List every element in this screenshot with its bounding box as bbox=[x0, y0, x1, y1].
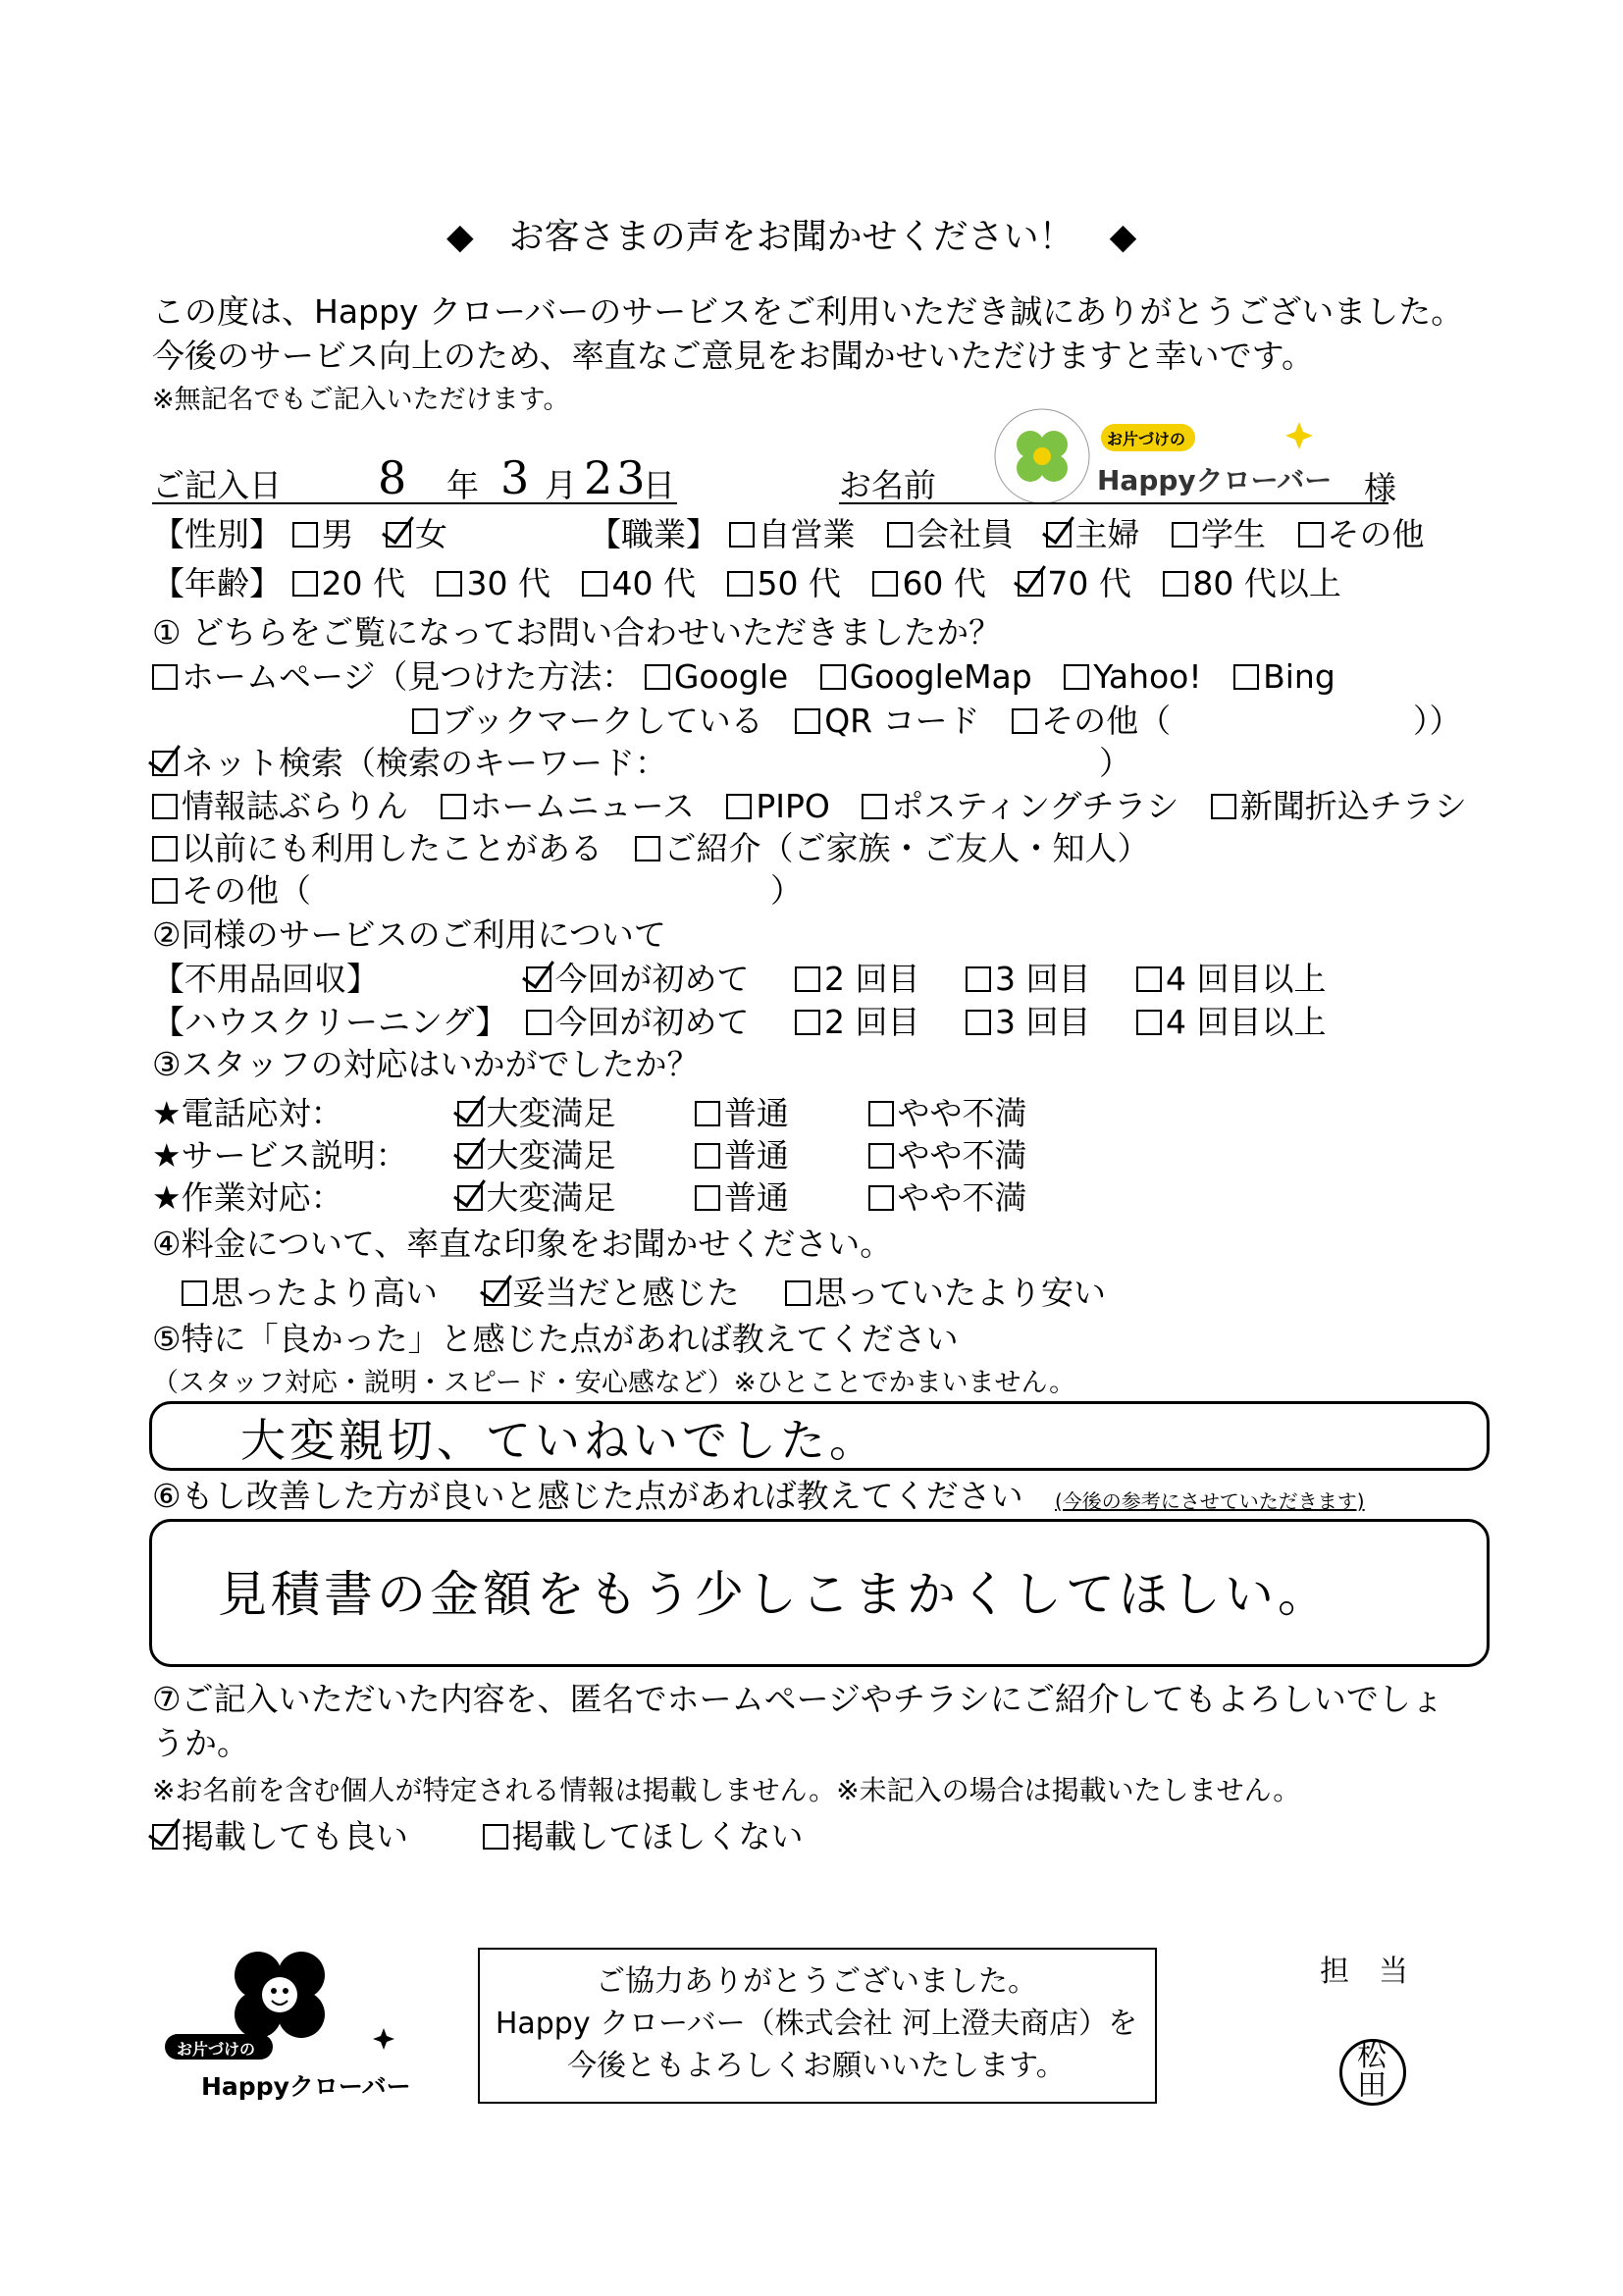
option-label: 思っていたより安い bbox=[814, 1274, 1106, 1312]
checkbox-icon[interactable] bbox=[966, 966, 991, 992]
checkbox-icon[interactable] bbox=[635, 836, 660, 861]
checkbox-icon[interactable] bbox=[292, 571, 318, 597]
q3-row-label: ★サービス説明： bbox=[152, 1136, 408, 1174]
q3-row-label: ★電話応対： bbox=[152, 1094, 343, 1132]
q3-phone-dissatisfied[interactable] bbox=[868, 1094, 1027, 1133]
q1-net-search-row bbox=[152, 744, 667, 783]
net-search-label: ネット検索（検索のキーワード： bbox=[182, 744, 667, 782]
checkbox-icon[interactable] bbox=[862, 794, 887, 819]
q2-row-label: 【不用品回収】 bbox=[152, 960, 379, 998]
month-unit: 月 bbox=[545, 466, 577, 504]
checkbox-icon[interactable] bbox=[695, 1185, 720, 1211]
option-label: 掲載してほしくない bbox=[511, 1817, 804, 1855]
logo-ring-text bbox=[250, 1899, 251, 1900]
other-label: その他（ bbox=[182, 871, 311, 910]
q2-cleaning-first[interactable] bbox=[526, 1003, 750, 1042]
option-label: ご紹介（ご家族・ご友人・知人） bbox=[663, 829, 1150, 867]
option-label: 60 代 bbox=[902, 564, 986, 602]
media-option-posting[interactable] bbox=[862, 787, 1178, 826]
checkbox-icon[interactable] bbox=[483, 1824, 508, 1850]
gender-option-male[interactable] bbox=[292, 515, 354, 554]
option-label: やや不満 bbox=[897, 1136, 1027, 1174]
option-label: Bing bbox=[1263, 657, 1335, 696]
option-label: 以前にも利用したことがある bbox=[182, 829, 602, 867]
checkbox-icon[interactable] bbox=[795, 708, 820, 734]
checkbox-icon[interactable] bbox=[1012, 708, 1037, 734]
anonymous-note: ※無記名でもご記入いただけます。 bbox=[152, 385, 570, 415]
checkbox-icon[interactable] bbox=[152, 836, 178, 861]
option-label: Google bbox=[673, 657, 789, 696]
checkbox-icon[interactable] bbox=[412, 708, 438, 734]
q1-used-row bbox=[152, 829, 1172, 868]
checkbox-icon[interactable] bbox=[785, 1280, 811, 1306]
checkbox-icon[interactable] bbox=[437, 571, 462, 597]
q2-junk-third[interactable] bbox=[966, 960, 1091, 999]
q4-title: ④料金について、率直な印象をお聞かせください。 bbox=[152, 1225, 893, 1263]
checkbox-icon[interactable] bbox=[872, 571, 898, 597]
checkbox-icon[interactable] bbox=[868, 1101, 894, 1126]
checkbox-checked-icon[interactable] bbox=[152, 1824, 178, 1850]
hp-close-paren: ）） bbox=[1413, 702, 1462, 740]
logo-main-text: Happyクローバー bbox=[201, 2072, 411, 2101]
q3-work-dissatisfied[interactable] bbox=[868, 1178, 1027, 1218]
intro-text-2: 今後のサービス向上のため、率直なご意見をお聞かせいただけますと幸いです。 bbox=[152, 337, 1315, 375]
option-label: やや不満 bbox=[897, 1178, 1027, 1217]
job-row bbox=[589, 515, 1446, 554]
staff-seal bbox=[1339, 2039, 1406, 2106]
option-label: 3 回目 bbox=[995, 960, 1091, 998]
checkbox-icon[interactable] bbox=[820, 664, 846, 690]
checkbox-icon[interactable] bbox=[182, 1280, 207, 1306]
option-label: 70 代 bbox=[1047, 564, 1131, 602]
option-label: 情報誌ぶらりん bbox=[182, 787, 408, 825]
q2-row-label: 【ハウスクリーニング】 bbox=[152, 1003, 508, 1041]
option-label: 男 bbox=[321, 515, 354, 553]
q7-note: ※お名前を含む個人が特定される情報は掲載しません。※未記入の場合は掲載いたしません。 bbox=[152, 1774, 1301, 1806]
option-label: Yahoo! bbox=[1093, 657, 1202, 696]
q3-explanation-dissatisfied[interactable] bbox=[868, 1136, 1027, 1175]
q5-subtitle: （スタッフ対応・説明・スピード・安心感など）※ひとことでかまいません。 bbox=[152, 1368, 1076, 1398]
q6-subtitle: (今後の参考にさせていただきます) bbox=[1055, 1489, 1365, 1513]
job-option-other[interactable] bbox=[1298, 515, 1425, 554]
option-label: 会社員 bbox=[916, 515, 1014, 553]
job-option-employee[interactable] bbox=[887, 515, 1014, 554]
q3-work-normal[interactable] bbox=[695, 1178, 789, 1218]
q1-other-row bbox=[152, 871, 311, 911]
age-option-60s[interactable] bbox=[872, 564, 985, 603]
footer-logo bbox=[157, 1899, 411, 2101]
checkbox-icon[interactable] bbox=[292, 522, 318, 548]
checkbox-icon[interactable] bbox=[582, 571, 607, 597]
checkbox-icon[interactable] bbox=[726, 794, 752, 819]
checkbox-icon[interactable] bbox=[1136, 1010, 1162, 1035]
checkbox-icon[interactable] bbox=[868, 1143, 894, 1169]
option-label: 学生 bbox=[1201, 515, 1266, 553]
checkbox-checked-icon[interactable] bbox=[386, 522, 411, 548]
date-underline bbox=[152, 502, 677, 504]
hp-option-google[interactable] bbox=[645, 657, 788, 697]
month-value[interactable]: 3 bbox=[500, 451, 534, 504]
age-option-50s[interactable] bbox=[727, 564, 840, 603]
option-label: 今回が初めて bbox=[554, 1003, 750, 1041]
media-option-pipo[interactable] bbox=[726, 787, 830, 826]
checkbox-checked-icon[interactable] bbox=[1046, 522, 1072, 548]
checkbox-icon[interactable] bbox=[695, 1143, 720, 1169]
q7-title-1: ⑦ご記入いただいた内容を、匿名でホームページやチラシにご紹介してもよろしいでしょ bbox=[152, 1680, 1443, 1718]
page-title: ◆ お客さまの声をお聞かせください！ ◆ bbox=[446, 217, 1137, 257]
option-label: その他 bbox=[1327, 515, 1425, 553]
option-label: 大変満足 bbox=[486, 1178, 616, 1217]
q4-option-expensive[interactable] bbox=[182, 1274, 438, 1313]
option-label: 思ったより高い bbox=[211, 1274, 438, 1312]
q5-title: ⑤特に「良かった」と感じた点があれば教えてください bbox=[152, 1320, 959, 1358]
checkbox-checked-icon[interactable] bbox=[457, 1185, 483, 1211]
gender-row bbox=[152, 515, 469, 554]
option-label: 4 回目以上 bbox=[1166, 960, 1327, 998]
option-label: 今回が初めて bbox=[554, 960, 750, 998]
q1-media-row bbox=[152, 787, 1489, 826]
media-option-burarin[interactable] bbox=[152, 787, 408, 826]
option-label: 主婦 bbox=[1074, 515, 1140, 553]
referral-option[interactable] bbox=[635, 829, 1150, 868]
q2-cleaning-second[interactable] bbox=[795, 1003, 920, 1042]
q2-title: ②同様のサービスのご利用について bbox=[152, 915, 666, 954]
checkbox-checked-icon[interactable] bbox=[484, 1280, 509, 1306]
age-option-20s[interactable] bbox=[292, 564, 405, 603]
q1-title: ① どちらをご覧になってお問い合わせいただきましたか？ bbox=[152, 613, 1002, 652]
checkbox-checked-icon[interactable] bbox=[457, 1143, 483, 1169]
year-value[interactable]: 8 bbox=[378, 451, 411, 504]
q2-row-cleaning bbox=[152, 1003, 1348, 1042]
checkbox-icon[interactable] bbox=[645, 664, 670, 690]
job-option-student[interactable] bbox=[1172, 515, 1266, 554]
option-label: その他（ bbox=[1041, 702, 1172, 740]
hp-option-googlemap[interactable] bbox=[820, 657, 1032, 697]
age-option-40s[interactable] bbox=[582, 564, 695, 603]
checkbox-icon[interactable] bbox=[526, 1010, 551, 1035]
option-label: 大変満足 bbox=[486, 1094, 616, 1132]
checkbox-checked-icon[interactable] bbox=[1018, 571, 1043, 597]
day-value[interactable]: 23 bbox=[584, 451, 650, 504]
checkbox-icon[interactable] bbox=[887, 522, 913, 548]
option-label: GoogleMap bbox=[849, 657, 1032, 696]
q3-explanation-normal[interactable] bbox=[695, 1136, 789, 1175]
option-label: ホームニュース bbox=[469, 787, 695, 825]
q3-row-work bbox=[152, 1178, 1049, 1218]
honorific: 様 bbox=[1364, 469, 1396, 507]
used-before-option[interactable] bbox=[152, 829, 602, 868]
hp-option-qr[interactable] bbox=[795, 702, 979, 741]
option-label: 普通 bbox=[724, 1178, 789, 1217]
q2-row-junk bbox=[152, 960, 1348, 999]
thanks-line-3: 今後ともよろしくお願いいたします。 bbox=[567, 2049, 1066, 2083]
option-label: 掲載しても良い bbox=[182, 1817, 408, 1855]
checkbox-icon[interactable] bbox=[152, 664, 178, 690]
staff-seal-text: 松田 bbox=[1357, 2039, 1387, 2103]
option-label: 4 回目以上 bbox=[1166, 1003, 1327, 1041]
checkbox-icon[interactable] bbox=[868, 1185, 894, 1211]
checkbox-icon[interactable] bbox=[695, 1101, 720, 1126]
age-option-70s[interactable] bbox=[1018, 564, 1130, 603]
staff-label: 担 当 bbox=[1320, 1955, 1408, 1989]
option-label: 30 代 bbox=[466, 564, 550, 602]
name-stamp bbox=[991, 402, 1333, 505]
checkbox-checked-icon[interactable] bbox=[526, 966, 551, 992]
media-option-homenews[interactable] bbox=[441, 787, 695, 826]
stamp-main-text: Happyクローバー bbox=[1097, 464, 1333, 496]
q3-phone-normal[interactable] bbox=[695, 1094, 789, 1133]
checkbox-icon[interactable] bbox=[729, 522, 755, 548]
q1-homepage-row bbox=[152, 657, 1357, 697]
checkbox-icon[interactable] bbox=[1064, 664, 1089, 690]
checkbox-icon[interactable] bbox=[1172, 522, 1197, 548]
option-label: 2 回目 bbox=[824, 1003, 920, 1041]
job-label: 【職業】 bbox=[589, 515, 718, 553]
checkbox-icon[interactable] bbox=[152, 794, 178, 819]
age-option-80s-plus[interactable] bbox=[1163, 564, 1340, 603]
q2-cleaning-third[interactable] bbox=[966, 1003, 1091, 1042]
option-label: 妥当だと感じた bbox=[512, 1274, 740, 1312]
stamp-top-text: お片づけの bbox=[1107, 430, 1186, 448]
q5-answer-text: 大変親切、ていねいでした。 bbox=[240, 1414, 878, 1467]
option-label: 50 代 bbox=[757, 564, 841, 602]
q6-title: ⑥もし改善した方が良いと感じた点があれば教えてください bbox=[152, 1477, 1023, 1515]
job-option-self-employed[interactable] bbox=[729, 515, 856, 554]
day-unit: 日 bbox=[643, 466, 675, 504]
checkbox-icon[interactable] bbox=[966, 1010, 991, 1035]
gender-option-female[interactable] bbox=[386, 515, 447, 554]
q4-option-reasonable[interactable] bbox=[484, 1274, 740, 1313]
q7-option-deny[interactable] bbox=[483, 1817, 804, 1856]
hp-option-yahoo[interactable] bbox=[1064, 657, 1201, 697]
option-label: ブックマークしている bbox=[442, 702, 763, 740]
q6-answer-text: 見積書の金額をもう少しこまかくしてほしい。 bbox=[218, 1566, 1331, 1623]
name-underline bbox=[839, 502, 1388, 504]
option-label: 80 代以上 bbox=[1192, 564, 1341, 602]
q2-junk-second[interactable] bbox=[795, 960, 920, 999]
checkbox-checked-icon[interactable] bbox=[152, 751, 178, 776]
q4-option-cheap[interactable] bbox=[785, 1274, 1106, 1313]
option-label: 2 回目 bbox=[824, 960, 920, 998]
option-label: 新聞折込チラシ bbox=[1239, 787, 1467, 825]
q3-phone-very-satisfied[interactable] bbox=[457, 1094, 616, 1133]
q2-cleaning-fourth[interactable] bbox=[1136, 1003, 1327, 1042]
q3-explanation-very-satisfied[interactable] bbox=[457, 1136, 616, 1175]
q2-junk-fourth[interactable] bbox=[1136, 960, 1327, 999]
option-label: 3 回目 bbox=[995, 1003, 1091, 1041]
job-option-homemaker[interactable] bbox=[1046, 515, 1140, 554]
q3-row-label: ★作業対応： bbox=[152, 1178, 343, 1217]
option-label: 女 bbox=[415, 515, 447, 553]
checkbox-icon[interactable] bbox=[1298, 522, 1324, 548]
checkbox-icon[interactable] bbox=[441, 794, 466, 819]
hp-option-other[interactable] bbox=[1012, 702, 1171, 741]
checkbox-icon[interactable] bbox=[1211, 794, 1236, 819]
media-option-newspaper[interactable] bbox=[1211, 787, 1467, 826]
q2-junk-first[interactable] bbox=[526, 960, 750, 999]
year-unit: 年 bbox=[446, 466, 479, 504]
thanks-line-1: ご協力ありがとうございました。 bbox=[596, 1964, 1037, 1999]
checkbox-icon[interactable] bbox=[795, 1010, 820, 1035]
q7-option-allow[interactable] bbox=[152, 1817, 408, 1856]
option-label: PIPO bbox=[756, 787, 830, 825]
q7-row bbox=[152, 1817, 825, 1856]
option-label: 20 代 bbox=[321, 564, 405, 602]
option-label: 40 代 bbox=[611, 564, 696, 602]
name-label: お名前 bbox=[839, 466, 936, 504]
checkbox-icon[interactable] bbox=[1136, 966, 1162, 992]
option-label: 普通 bbox=[724, 1136, 789, 1174]
date-label: ご記入日 bbox=[152, 466, 282, 504]
option-label: やや不満 bbox=[897, 1094, 1027, 1132]
checkbox-icon[interactable] bbox=[1233, 664, 1259, 690]
option-label: 大変満足 bbox=[486, 1136, 616, 1174]
homepage-label: ホームページ（見つけた方法： bbox=[182, 657, 635, 696]
checkbox-icon[interactable] bbox=[795, 966, 820, 992]
checkbox-checked-icon[interactable] bbox=[457, 1101, 483, 1126]
other-close-paren: ） bbox=[770, 871, 803, 910]
q4-row bbox=[182, 1274, 1127, 1313]
option-label: QR コード bbox=[824, 702, 980, 740]
gender-label: 【性別】 bbox=[152, 515, 282, 553]
age-label: 【年齢】 bbox=[152, 564, 282, 602]
thanks-line-2: Happy クローバー（株式会社 河上澄夫商店）を bbox=[495, 2007, 1138, 2041]
option-label: 普通 bbox=[724, 1094, 789, 1132]
q3-title: ③スタッフの対応はいかがでしたか？ bbox=[152, 1045, 700, 1083]
q7-title-2: うか。 bbox=[152, 1724, 249, 1762]
q1-homepage-row-2 bbox=[412, 702, 1192, 741]
net-close-paren: ） bbox=[1099, 744, 1131, 782]
q3-row-phone bbox=[152, 1094, 1049, 1133]
hp-option-bing[interactable] bbox=[1233, 657, 1335, 697]
intro-text-1: この度は、Happy クローバーのサービスをご利用いただき誠にありがとうございました。 bbox=[152, 292, 1464, 331]
logo-top-text: お片づけの bbox=[177, 2040, 256, 2059]
age-row bbox=[152, 564, 1363, 603]
checkbox-icon[interactable] bbox=[1163, 571, 1188, 597]
age-option-30s[interactable] bbox=[437, 564, 550, 603]
hp-option-bookmark[interactable] bbox=[412, 702, 763, 741]
q3-work-very-satisfied[interactable] bbox=[457, 1178, 616, 1218]
checkbox-icon[interactable] bbox=[727, 571, 753, 597]
option-label: ポスティングチラシ bbox=[891, 787, 1179, 825]
option-label: 自営業 bbox=[758, 515, 856, 553]
q3-row-explanation bbox=[152, 1136, 1049, 1175]
checkbox-icon[interactable] bbox=[152, 878, 178, 904]
